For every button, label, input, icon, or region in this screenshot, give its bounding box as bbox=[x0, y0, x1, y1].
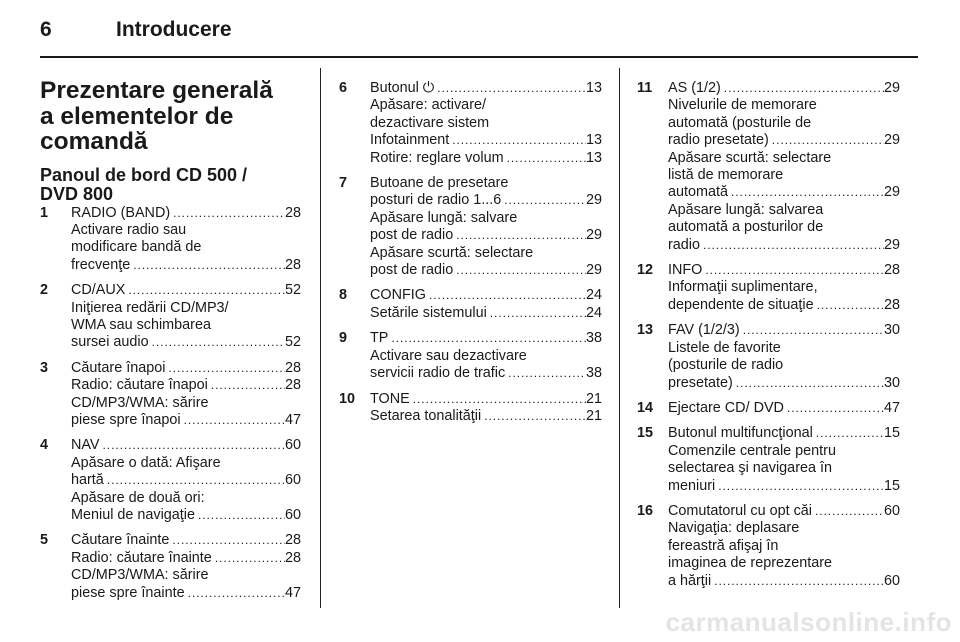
dot-leader bbox=[212, 550, 285, 567]
entry-text: Apăsare scurtă: selectare bbox=[668, 149, 832, 166]
page-reference: 47 bbox=[883, 399, 900, 416]
entry-text: a hărţii bbox=[668, 572, 712, 589]
entry-line bbox=[370, 348, 602, 365]
page-reference: 60 bbox=[284, 472, 301, 489]
legend-entry bbox=[637, 503, 900, 590]
entry-line bbox=[370, 97, 602, 114]
section-subtitle-line-2: DVD 800 bbox=[40, 184, 114, 204]
entry-text: CD/MP3/WMA: sărire bbox=[71, 567, 209, 584]
legend-list-3 bbox=[637, 80, 900, 590]
legend-list-2 bbox=[339, 80, 602, 425]
entry-number: 11 bbox=[637, 80, 653, 96]
page-reference: 28 bbox=[883, 296, 900, 313]
entry-text: piese spre înainte bbox=[71, 584, 185, 601]
section-subtitle bbox=[40, 166, 301, 205]
page-reference: 21 bbox=[585, 407, 602, 424]
entry-text: Butoane de presetare bbox=[370, 175, 509, 192]
dot-leader bbox=[426, 287, 586, 304]
page-header bbox=[40, 18, 920, 48]
entry-line bbox=[71, 360, 301, 377]
entry-line bbox=[668, 297, 900, 314]
page-reference: 52 bbox=[284, 282, 301, 299]
entry-line bbox=[668, 538, 900, 555]
entry-line bbox=[668, 167, 900, 184]
legend-entry bbox=[339, 175, 602, 279]
entry-line bbox=[668, 132, 900, 149]
entry-line bbox=[71, 282, 301, 299]
entry-line bbox=[668, 573, 900, 590]
entry-line bbox=[370, 287, 602, 304]
dot-leader bbox=[165, 360, 285, 377]
entry-text: automată bbox=[668, 184, 729, 201]
entry-line bbox=[370, 210, 602, 227]
entry-text: meniuri bbox=[668, 477, 716, 494]
dot-leader bbox=[434, 80, 586, 97]
page-reference: 29 bbox=[883, 236, 900, 253]
page-reference: 30 bbox=[883, 374, 900, 391]
entry-number: 3 bbox=[40, 359, 49, 376]
entry-text: Setările sistemului bbox=[370, 304, 487, 321]
legend-entry bbox=[40, 360, 301, 430]
dot-leader bbox=[104, 472, 285, 489]
entry-line bbox=[370, 408, 602, 425]
entry-line bbox=[71, 437, 301, 454]
entry-text: Butonul ⏻ bbox=[370, 80, 435, 96]
entry-number: 1 bbox=[40, 204, 49, 221]
entry-text: AS (1/2) bbox=[668, 80, 721, 96]
chapter-title: Introducere bbox=[116, 18, 232, 41]
page-reference: 38 bbox=[585, 365, 602, 382]
dot-leader bbox=[169, 532, 285, 549]
entry-line bbox=[370, 391, 602, 408]
entry-text: CD/MP3/WMA: sărire bbox=[71, 394, 209, 411]
section-title-line-2: a elementelor de comandă bbox=[40, 102, 234, 155]
legend-entry bbox=[637, 80, 900, 254]
page-reference: 13 bbox=[585, 80, 602, 96]
entry-line bbox=[668, 400, 900, 417]
entry-text: Apăsare lungă: salvarea bbox=[668, 201, 824, 218]
dot-leader bbox=[814, 297, 884, 314]
entry-text: Apăsare lungă: salvare bbox=[370, 209, 518, 226]
entry-line bbox=[370, 175, 602, 192]
entry-text: fereastră afişaj în bbox=[668, 537, 779, 554]
entry-text: Navigaţia: deplasare bbox=[668, 520, 800, 537]
entry-line bbox=[370, 245, 602, 262]
entry-text: Nivelurile de memorare bbox=[668, 97, 817, 114]
entry-number: 16 bbox=[637, 502, 654, 519]
entry-number: 5 bbox=[40, 532, 49, 549]
entry-text: (posturile de radio bbox=[668, 357, 784, 374]
entry-line bbox=[71, 377, 301, 394]
dot-leader bbox=[740, 322, 884, 339]
legend-entry bbox=[339, 330, 602, 382]
entry-text: modificare bandă de bbox=[71, 239, 202, 256]
entry-text: radio presetate) bbox=[668, 132, 769, 149]
entry-text: presetate) bbox=[668, 374, 733, 391]
entry-text: piese spre înapoi bbox=[71, 411, 181, 428]
dot-leader bbox=[195, 507, 285, 524]
page-reference: 38 bbox=[585, 330, 602, 347]
entry-line bbox=[71, 550, 301, 567]
dot-leader bbox=[505, 365, 586, 382]
page-reference: 29 bbox=[883, 184, 900, 201]
entry-text: imaginea de reprezentare bbox=[668, 555, 832, 572]
entry-line bbox=[71, 412, 301, 429]
entry-number: 9 bbox=[339, 330, 348, 347]
entry-line bbox=[668, 262, 900, 279]
page-reference: 28 bbox=[284, 377, 301, 394]
entry-line bbox=[71, 585, 301, 602]
page-reference: 24 bbox=[585, 287, 602, 304]
page-reference: 30 bbox=[883, 322, 900, 339]
entry-number: 4 bbox=[40, 437, 49, 454]
entry-line bbox=[370, 150, 602, 167]
entry-text: Activare radio sau bbox=[71, 221, 187, 238]
legend-entry bbox=[40, 437, 301, 524]
entry-line bbox=[71, 205, 301, 222]
dot-leader bbox=[125, 282, 285, 299]
dot-leader bbox=[769, 132, 884, 149]
entry-line bbox=[370, 132, 602, 149]
entry-text: Comutatorul cu opt căi bbox=[668, 502, 812, 519]
page-reference: 15 bbox=[883, 477, 900, 494]
entry-text: Infotainment bbox=[370, 132, 450, 149]
entry-line bbox=[668, 115, 900, 132]
page-reference: 15 bbox=[883, 425, 900, 442]
page-reference: 60 bbox=[284, 437, 301, 454]
entry-text: Apăsare o dată: Afişare bbox=[71, 454, 221, 471]
dot-leader bbox=[453, 227, 586, 244]
entry-text: CD/AUX bbox=[71, 282, 126, 299]
legend-entry bbox=[339, 287, 602, 322]
entry-line bbox=[71, 507, 301, 524]
legend-entry bbox=[637, 322, 900, 392]
dot-leader bbox=[784, 400, 884, 417]
entry-line bbox=[370, 115, 602, 132]
entry-text: Radio: căutare înapoi bbox=[71, 377, 208, 394]
dot-leader bbox=[170, 205, 285, 222]
entry-text: Comenzile centrale pentru bbox=[668, 442, 836, 459]
entry-line bbox=[668, 555, 900, 572]
page-reference: 13 bbox=[585, 149, 602, 166]
dot-leader bbox=[715, 478, 884, 495]
column-3 bbox=[637, 80, 900, 598]
entry-line bbox=[668, 357, 900, 374]
page-reference: 60 bbox=[883, 572, 900, 589]
page-reference: 28 bbox=[883, 262, 900, 279]
legend-entry bbox=[637, 262, 900, 314]
dot-leader bbox=[504, 150, 586, 167]
dot-leader bbox=[812, 503, 884, 520]
entry-number: 12 bbox=[637, 262, 654, 279]
entry-text: Radio: căutare înainte bbox=[71, 549, 212, 566]
section-subtitle-line-1: Panoul de bord CD 500 / bbox=[40, 164, 248, 185]
page-reference: 29 bbox=[585, 262, 602, 279]
entry-line bbox=[668, 237, 900, 254]
entry-text: Căutare înainte bbox=[71, 532, 170, 549]
entry-number: 14 bbox=[637, 399, 654, 416]
entry-text: NAV bbox=[71, 437, 100, 454]
dot-leader bbox=[410, 391, 586, 408]
dot-leader bbox=[721, 80, 884, 97]
page-reference: 29 bbox=[585, 192, 602, 209]
entry-text: Iniţierea redării CD/MP3/ bbox=[71, 299, 229, 316]
page-reference: 47 bbox=[284, 584, 301, 601]
entry-text: posturi de radio 1...6 bbox=[370, 192, 502, 209]
header-rule bbox=[40, 56, 918, 58]
page-reference: 28 bbox=[284, 359, 301, 376]
page-reference: 60 bbox=[883, 502, 900, 519]
dot-leader bbox=[130, 257, 285, 274]
entry-line bbox=[71, 257, 301, 274]
entry-line bbox=[370, 192, 602, 209]
entry-text: automată (posturile de bbox=[668, 114, 812, 131]
entry-line bbox=[668, 97, 900, 114]
entry-line bbox=[668, 184, 900, 201]
page-reference: 29 bbox=[883, 80, 900, 96]
entry-line bbox=[668, 375, 900, 392]
column-2 bbox=[339, 80, 602, 433]
entry-line bbox=[71, 239, 301, 256]
entry-line bbox=[668, 425, 900, 442]
entry-line bbox=[370, 330, 602, 347]
entry-text: Apăsare: activare/ bbox=[370, 97, 486, 114]
entry-text: sursei audio bbox=[71, 334, 149, 351]
legend-entry bbox=[637, 400, 900, 417]
entry-line bbox=[71, 567, 301, 584]
page-reference: 28 bbox=[284, 532, 301, 549]
entry-line bbox=[71, 472, 301, 489]
entry-line bbox=[668, 80, 900, 97]
entry-text: FAV (1/2/3) bbox=[668, 322, 740, 339]
entry-line bbox=[71, 455, 301, 472]
entry-line bbox=[668, 150, 900, 167]
entry-line bbox=[370, 80, 602, 97]
dot-leader bbox=[208, 377, 285, 394]
section-title bbox=[40, 78, 301, 155]
dot-leader bbox=[813, 425, 884, 442]
entry-line bbox=[370, 227, 602, 244]
entry-text: radio bbox=[668, 236, 700, 253]
legend-entry bbox=[339, 391, 602, 426]
page-reference: 29 bbox=[883, 132, 900, 149]
dot-leader bbox=[728, 184, 884, 201]
entry-line bbox=[370, 262, 602, 279]
entry-line bbox=[668, 202, 900, 219]
entry-text: Activare sau dezactivare bbox=[370, 347, 527, 364]
legend-entry bbox=[339, 80, 602, 167]
entry-line bbox=[668, 219, 900, 236]
entry-text: Informaţii suplimentare, bbox=[668, 279, 818, 296]
entry-text: hartă bbox=[71, 472, 104, 489]
entry-text: Apăsare de două ori: bbox=[71, 489, 205, 506]
dot-leader bbox=[185, 585, 285, 602]
entry-text: post de radio bbox=[370, 227, 454, 244]
entry-text: Setarea tonalităţii bbox=[370, 407, 482, 424]
entry-line bbox=[71, 222, 301, 239]
entry-text: Listele de favorite bbox=[668, 339, 781, 356]
dot-leader bbox=[700, 237, 884, 254]
entry-text: Meniul de navigaţie bbox=[71, 507, 195, 523]
entry-number: 6 bbox=[339, 80, 348, 96]
dot-leader bbox=[481, 408, 586, 425]
dot-leader bbox=[100, 437, 285, 454]
dot-leader bbox=[711, 573, 884, 590]
entry-text: Căutare înapoi bbox=[71, 359, 166, 376]
entry-text: RADIO (BAND) bbox=[71, 204, 171, 221]
watermark: carmanualsonline.info bbox=[665, 607, 952, 637]
entry-line bbox=[71, 317, 301, 334]
entry-text: Ejectare CD/ DVD bbox=[668, 399, 784, 416]
page-reference: 29 bbox=[585, 227, 602, 244]
entry-text: CONFIG bbox=[370, 287, 426, 304]
entry-text: Apăsare scurtă: selectare bbox=[370, 244, 534, 261]
entry-number: 7 bbox=[339, 175, 348, 192]
entry-text: servicii radio de trafic bbox=[370, 365, 506, 382]
column-divider-1 bbox=[320, 68, 321, 608]
page-reference: 21 bbox=[585, 390, 602, 407]
legend-entry bbox=[40, 532, 301, 602]
entry-line bbox=[71, 300, 301, 317]
entry-text: WMA sau schimbarea bbox=[71, 316, 211, 333]
entry-line bbox=[668, 279, 900, 296]
entry-line bbox=[668, 478, 900, 495]
page-reference: 28 bbox=[284, 204, 301, 221]
entry-text: frecvenţe bbox=[71, 256, 131, 273]
entry-number: 15 bbox=[637, 425, 654, 442]
dot-leader bbox=[449, 132, 586, 149]
dot-leader bbox=[487, 305, 586, 322]
entry-line bbox=[668, 520, 900, 537]
entry-text: dependente de situaţie bbox=[668, 296, 814, 313]
entry-number: 8 bbox=[339, 287, 348, 304]
dot-leader bbox=[733, 375, 884, 392]
page-reference: 13 bbox=[585, 132, 602, 149]
entry-text: INFO bbox=[668, 262, 703, 279]
entry-number: 10 bbox=[339, 390, 356, 407]
entry-text: automată a posturilor de bbox=[668, 219, 824, 236]
legend-list-1 bbox=[40, 205, 301, 603]
dot-leader bbox=[702, 262, 884, 279]
page-reference: 52 bbox=[284, 334, 301, 351]
dot-leader bbox=[149, 334, 285, 351]
legend-entry bbox=[40, 282, 301, 352]
legend-entry bbox=[637, 425, 900, 495]
entry-line bbox=[71, 334, 301, 351]
entry-text: TP bbox=[370, 330, 389, 347]
entry-text: TONE bbox=[370, 390, 410, 407]
entry-text: Butonul multifuncţional bbox=[668, 425, 813, 442]
page-number: 6 bbox=[40, 18, 52, 41]
entry-text: selectarea şi navigarea în bbox=[668, 460, 832, 477]
page-reference: 60 bbox=[284, 507, 301, 523]
entry-text: listă de memorare bbox=[668, 167, 784, 184]
page-reference: 47 bbox=[284, 411, 301, 428]
entry-text: Rotire: reglare volum bbox=[370, 149, 504, 166]
page-reference: 24 bbox=[585, 304, 602, 321]
entry-line bbox=[668, 340, 900, 357]
entry-number: 2 bbox=[40, 282, 49, 299]
page-reference: 28 bbox=[284, 256, 301, 273]
entry-line bbox=[71, 395, 301, 412]
entry-line bbox=[71, 490, 301, 507]
entry-line bbox=[370, 305, 602, 322]
dot-leader bbox=[181, 412, 285, 429]
entry-number: 13 bbox=[637, 322, 654, 339]
entry-line bbox=[668, 322, 900, 339]
dot-leader bbox=[388, 330, 586, 347]
entry-line bbox=[668, 503, 900, 520]
entry-line bbox=[370, 365, 602, 382]
page-reference: 28 bbox=[284, 549, 301, 566]
entry-text: post de radio bbox=[370, 262, 454, 279]
dot-leader bbox=[501, 192, 586, 209]
column-1 bbox=[40, 78, 301, 610]
section-title-line-1: Prezentare generală bbox=[40, 77, 273, 104]
entry-line bbox=[668, 443, 900, 460]
entry-text: dezactivare sistem bbox=[370, 114, 490, 131]
dot-leader bbox=[453, 262, 586, 279]
entry-line bbox=[668, 460, 900, 477]
legend-entry bbox=[40, 205, 301, 275]
entry-line bbox=[71, 532, 301, 549]
column-divider-2 bbox=[619, 68, 620, 608]
